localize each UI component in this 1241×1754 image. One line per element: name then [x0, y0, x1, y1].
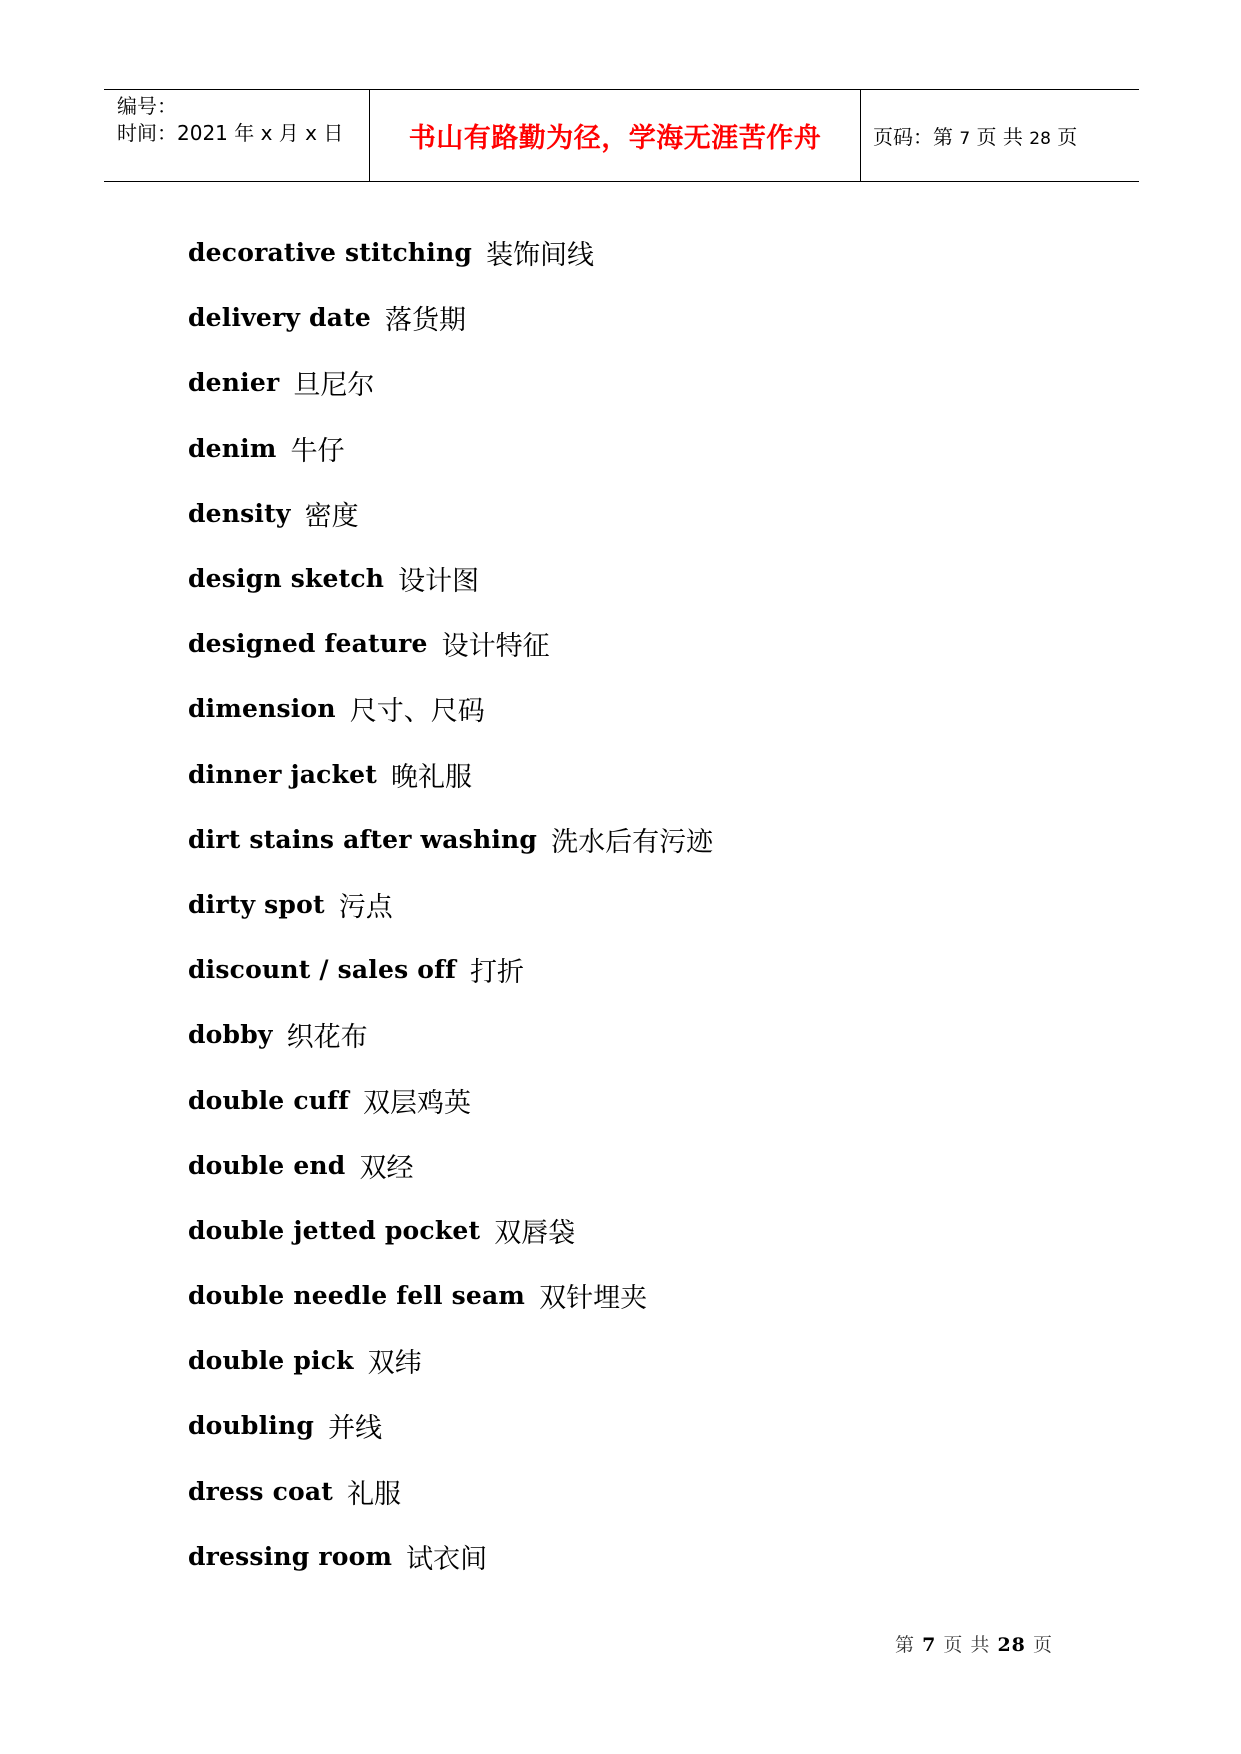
document-header [104, 89, 1139, 182]
entry-term: denier [188, 368, 280, 398]
glossary-entry [188, 872, 1088, 937]
entry-translation: 晚礼服 [390, 761, 472, 793]
footer-mid: 页 共 [943, 1634, 991, 1656]
footer-page-current: 7 [922, 1634, 937, 1656]
entry-translation: 设计图 [398, 566, 480, 598]
entry-translation: 污点 [338, 891, 393, 923]
entry-term: decorative stitching [188, 238, 473, 268]
header-page-total: 28 [1029, 129, 1051, 149]
glossary-entry [188, 1459, 1088, 1524]
entry-term: dirty spot [188, 889, 325, 919]
glossary-entry [188, 1524, 1088, 1589]
entry-translation: 密度 [304, 500, 359, 532]
entry-term: designed feature [188, 629, 428, 659]
glossary-entry [188, 1198, 1088, 1263]
entry-translation: 双经 [359, 1152, 414, 1184]
entry-translation: 洗水后有污迹 [551, 826, 714, 858]
glossary-entry [188, 350, 1088, 415]
entry-term: design sketch [188, 564, 385, 594]
entry-term: dirt stains after washing [188, 824, 538, 854]
header-page-current: 7 [959, 129, 971, 149]
entry-translation: 织花布 [286, 1022, 368, 1054]
header-motto-cell [369, 90, 861, 181]
entry-term: doubling [188, 1411, 315, 1441]
glossary-entry [188, 481, 1088, 546]
page-footer [895, 1630, 1053, 1657]
glossary-list [188, 220, 1088, 1589]
entry-term: density [188, 498, 291, 528]
entry-term: dressing room [188, 1541, 393, 1571]
header-meta-cell [104, 90, 369, 181]
entry-term: dimension [188, 694, 336, 724]
glossary-entry [188, 1393, 1088, 1458]
entry-term: discount / sales off [188, 955, 457, 985]
glossary-entry [188, 1067, 1088, 1132]
entry-translation: 装饰间线 [486, 240, 595, 272]
entry-translation: 旦尼尔 [293, 370, 375, 402]
entry-translation: 双纬 [367, 1348, 422, 1380]
glossary-entry [188, 1133, 1088, 1198]
entry-translation: 并线 [328, 1413, 383, 1445]
entry-translation: 双唇袋 [494, 1217, 576, 1249]
entry-term: double cuff [188, 1085, 350, 1115]
entry-translation: 落货期 [384, 305, 466, 337]
glossary-entry [188, 1002, 1088, 1067]
glossary-entry [188, 742, 1088, 807]
motto-text: 书山有路勤为径，学海无涯苦作舟 [408, 123, 822, 154]
glossary-entry [188, 611, 1088, 676]
glossary-entry [188, 285, 1088, 350]
entry-term: delivery date [188, 303, 371, 333]
entry-term: double pick [188, 1346, 354, 1376]
serial-number-label: 编号： [117, 94, 177, 118]
entry-term: double end [188, 1150, 346, 1180]
glossary-entry [188, 220, 1088, 285]
footer-prefix: 第 [895, 1634, 916, 1656]
footer-page-total: 28 [997, 1634, 1026, 1656]
entry-translation: 牛仔 [290, 435, 345, 467]
entry-translation: 尺寸、尺码 [349, 696, 485, 728]
header-page-info [873, 121, 1077, 150]
glossary-entry [188, 416, 1088, 481]
entry-translation: 礼服 [347, 1478, 402, 1510]
footer-suffix: 页 [1032, 1634, 1053, 1656]
entry-translation: 双层鸡英 [363, 1087, 472, 1119]
entry-translation: 双针埋夹 [539, 1283, 648, 1315]
header-page-prefix: 页码：第 [873, 125, 953, 149]
entry-translation: 设计特征 [441, 631, 550, 663]
glossary-entry [188, 807, 1088, 872]
date-label: 时间：2021 年 x 月 x 日 [117, 121, 344, 145]
glossary-entry [188, 1263, 1088, 1328]
glossary-entry [188, 937, 1088, 1002]
header-page-suffix: 页 [1057, 125, 1078, 149]
glossary-entry [188, 676, 1088, 741]
entry-term: double jetted pocket [188, 1215, 481, 1245]
header-page-cell [861, 90, 1139, 181]
entry-translation: 试衣间 [406, 1543, 488, 1575]
entry-term: dress coat [188, 1476, 334, 1506]
header-page-mid: 页 共 [976, 125, 1023, 149]
entry-term: double needle fell seam [188, 1281, 526, 1311]
glossary-entry [188, 1328, 1088, 1393]
entry-term: dobby [188, 1020, 273, 1050]
entry-term: dinner jacket [188, 759, 377, 789]
glossary-entry [188, 546, 1088, 611]
entry-translation: 打折 [470, 957, 525, 989]
entry-term: denim [188, 433, 277, 463]
